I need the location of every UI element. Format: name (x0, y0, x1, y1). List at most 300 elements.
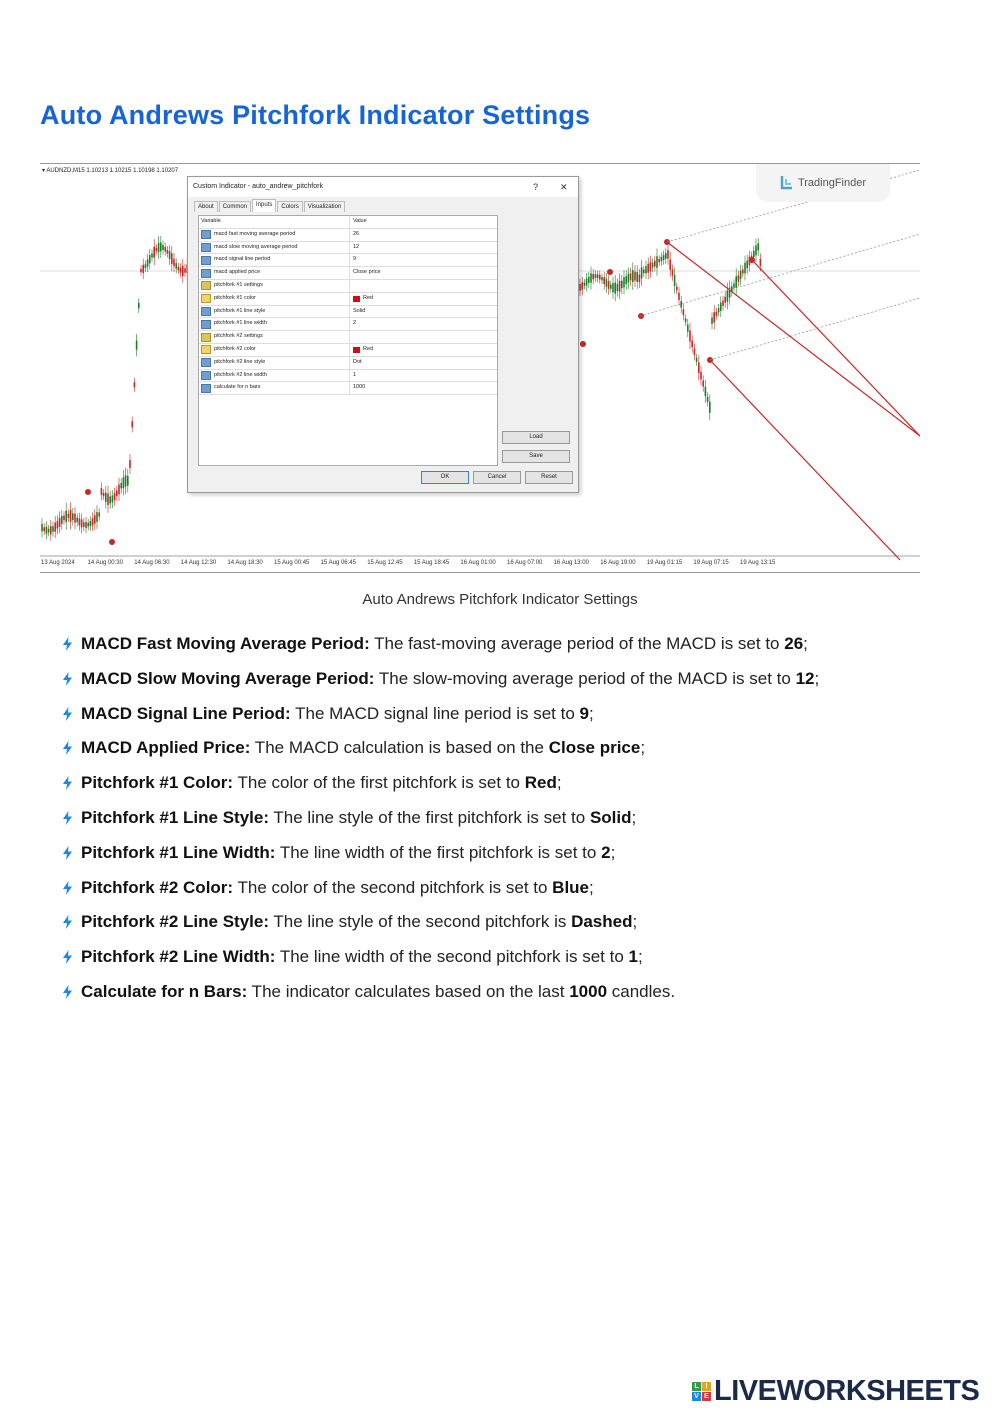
candle (68, 514, 70, 518)
lightning-bolt-icon (62, 637, 73, 651)
setting-val: Blue (552, 877, 590, 897)
number-type-icon (201, 384, 211, 393)
input-value[interactable] (350, 267, 497, 279)
input-row[interactable] (199, 280, 497, 293)
candle (96, 512, 98, 522)
candle (753, 251, 755, 257)
pitchfork-2-line (710, 298, 920, 360)
candle (92, 518, 94, 525)
input-value[interactable] (350, 331, 497, 343)
setting-pre: The indicator calculates based on the last (247, 981, 570, 1001)
candle (162, 245, 164, 250)
lightning-bolt-icon (62, 672, 73, 686)
tab-colors[interactable]: Colors (277, 201, 302, 212)
candle (757, 243, 759, 250)
input-variable (199, 267, 350, 279)
setting-item (62, 703, 982, 725)
setting-val: 26 (784, 634, 804, 653)
input-variable-name: macd signal line period (214, 256, 271, 263)
candle (647, 264, 649, 273)
candle (718, 308, 720, 312)
save-button[interactable]: Save (502, 450, 570, 463)
setting-pre: The line width of the second pitchfork is set to (275, 947, 629, 967)
number-type-icon (201, 230, 211, 239)
lightning-bolt-icon (62, 707, 73, 721)
input-variable (199, 357, 350, 369)
candle (85, 522, 87, 528)
candle (167, 250, 169, 254)
swing-point-marker (607, 269, 613, 275)
input-value[interactable] (350, 242, 497, 254)
candle (606, 279, 608, 287)
candle (41, 524, 43, 531)
candle (632, 270, 634, 282)
candle (720, 303, 722, 311)
input-row[interactable] (199, 370, 497, 383)
candle (641, 267, 643, 278)
ok-button[interactable]: OK (421, 471, 469, 484)
input-row[interactable] (199, 254, 497, 267)
setting-label: MACD Fast Moving Average Period: (81, 634, 370, 653)
input-variable (199, 370, 350, 382)
candle (639, 275, 641, 283)
page-title: Auto Andrews Pitchfork Indicator Settings (40, 100, 591, 130)
candle (584, 283, 586, 286)
candle (129, 460, 131, 468)
input-value-text: 26 (353, 230, 360, 237)
candle (603, 277, 605, 284)
setting-label: MACD Slow Moving Average Period: (81, 668, 375, 688)
lightning-bolt-icon (62, 950, 73, 964)
custom-indicator-dialog (187, 176, 579, 493)
candle (131, 421, 133, 427)
candle (628, 274, 630, 283)
setting-item (62, 842, 982, 864)
candle (54, 523, 56, 532)
candle (118, 485, 120, 495)
tradingfinder-badge (756, 164, 890, 202)
candle (652, 263, 654, 268)
candle (588, 277, 590, 283)
candle (667, 250, 669, 258)
input-variable (199, 242, 350, 254)
lightning-bolt-icon (62, 741, 73, 755)
input-row[interactable] (199, 267, 497, 280)
input-value[interactable] (350, 318, 497, 330)
setting-item (62, 668, 982, 690)
tab-about[interactable]: About (194, 201, 218, 212)
input-value[interactable] (350, 382, 497, 394)
candle (586, 279, 588, 286)
liveworksheets-logo-icon (692, 1382, 711, 1401)
color-type-icon (201, 345, 211, 354)
input-row[interactable] (199, 357, 497, 370)
tab-common[interactable]: Common (219, 201, 251, 212)
setting-post: ; (589, 877, 594, 897)
candle (698, 362, 700, 373)
candle (590, 273, 592, 282)
setting-val: 1 (628, 947, 638, 967)
candle (733, 284, 735, 288)
input-variable (199, 331, 350, 343)
candle (661, 257, 663, 262)
candle (760, 259, 762, 266)
setting-post: ; (632, 912, 638, 932)
reset-button[interactable]: Reset (525, 471, 573, 484)
candle (109, 496, 111, 503)
candle (694, 349, 696, 356)
candle (147, 259, 149, 266)
input-value[interactable] (350, 344, 497, 356)
candle (612, 283, 614, 292)
candle (175, 263, 177, 269)
setting-pre: The fast-moving average period of the MACD is set to (369, 634, 785, 653)
input-row[interactable] (199, 344, 497, 357)
input-variable-name: pitchfork #1 settings (214, 281, 263, 288)
setting-post: ; (638, 947, 643, 967)
liveworksheets-logo-text: LIVEWORKSHEETS (714, 1375, 980, 1407)
setting-item (62, 633, 982, 655)
grid-header (199, 216, 497, 229)
candle (43, 527, 45, 531)
tradingfinder-logo-icon (780, 175, 794, 191)
input-row[interactable] (199, 242, 497, 255)
setting-val: Dashed (571, 912, 633, 932)
load-button[interactable]: Load (502, 431, 570, 444)
time-axis-label: 19 Aug 07:15 (693, 560, 729, 566)
candle (70, 510, 72, 522)
candle (63, 516, 65, 521)
input-row[interactable] (199, 293, 497, 306)
candle (755, 246, 757, 256)
input-value-text: Close price (353, 269, 381, 276)
swing-point-marker (580, 341, 586, 347)
column-variable: Variable (199, 216, 350, 228)
candle (57, 521, 59, 528)
input-row[interactable] (199, 306, 497, 319)
input-variable-name: macd slow moving average period (214, 243, 298, 250)
setting-label: Pitchfork #2 Line Width: (81, 947, 276, 967)
pitchfork-1-line (752, 260, 920, 436)
candle (608, 281, 610, 289)
setting-pre: The MACD calculation is based on the (250, 738, 549, 758)
input-value-text: Red (363, 345, 374, 352)
input-variable (199, 254, 350, 266)
liveworksheets-logo (692, 1375, 979, 1408)
candle (654, 261, 656, 267)
logo-letter: L (692, 1382, 701, 1391)
input-value[interactable] (350, 293, 497, 305)
cancel-button[interactable]: Cancel (473, 471, 521, 484)
figure-caption: Auto Andrews Pitchfork Indicator Settings (362, 591, 638, 608)
time-axis-label: 16 Aug 19:00 (600, 560, 636, 566)
candle (112, 496, 114, 503)
candle (46, 527, 48, 534)
input-variable-name: pitchfork #2 settings (214, 333, 263, 340)
time-axis-label: 16 Aug 01:00 (460, 560, 496, 566)
candle (61, 516, 63, 524)
input-variable-name: pitchfork #2 color (214, 345, 256, 352)
setting-pre: The slow-moving average period of the MACD is set to (374, 668, 796, 688)
candle (83, 522, 85, 526)
setting-label: Calculate for n Bars: (81, 981, 248, 1001)
candle (650, 262, 652, 271)
candle (656, 256, 658, 268)
input-value[interactable] (350, 357, 497, 369)
candle (645, 266, 647, 273)
setting-item (62, 946, 982, 968)
candle (727, 291, 729, 302)
input-variable (199, 382, 350, 394)
candle (125, 475, 127, 486)
candle (65, 511, 67, 522)
setting-post: candles. (607, 981, 676, 1001)
candle (182, 266, 184, 276)
setting-post: ; (556, 773, 562, 793)
setting-item (62, 772, 982, 794)
candle (140, 269, 142, 272)
candle (178, 267, 180, 271)
setting-pre: The line style of the second pitchfork is (269, 912, 572, 932)
lightning-bolt-icon (62, 985, 73, 999)
input-row[interactable] (199, 331, 497, 344)
setting-post: ; (631, 807, 637, 827)
setting-pre: The line style of the first pitchfork is set to (269, 807, 590, 827)
candle (76, 518, 78, 523)
input-value-text: 2 (353, 320, 357, 327)
candle (116, 491, 118, 496)
input-value[interactable] (350, 254, 497, 266)
candle (158, 243, 160, 252)
candle (120, 483, 122, 488)
dialog-title: Custom Indicator - auto_andrew_pitchfork (193, 183, 323, 190)
number-type-icon (201, 371, 211, 380)
setting-item (62, 911, 982, 933)
tab-visualization[interactable]: Visualization (304, 201, 346, 212)
time-axis-label: 14 Aug 00:30 (87, 560, 123, 566)
input-variable-name: pitchfork #2 line style (214, 358, 266, 365)
setting-post: ; (588, 703, 594, 723)
input-variable-name: calculate for n bars (214, 384, 261, 391)
candle (742, 269, 744, 273)
candle (134, 382, 136, 387)
candle (680, 301, 682, 308)
setting-label: MACD Applied Price: (81, 738, 251, 758)
candle (669, 259, 671, 269)
candle (114, 493, 116, 500)
candle (687, 325, 689, 332)
candle (614, 282, 616, 293)
candle (151, 253, 153, 257)
candle (709, 402, 711, 413)
candle (643, 270, 645, 273)
input-value-text: Dot (353, 358, 362, 365)
input-variable (199, 229, 350, 241)
time-axis-label: 13 Aug 2024 (41, 560, 75, 566)
candle (621, 281, 623, 288)
candle (707, 397, 709, 402)
candle (579, 284, 581, 291)
candle (164, 247, 166, 252)
setting-val: 12 (795, 668, 815, 688)
candle (98, 512, 100, 516)
candle (623, 277, 625, 287)
candle (581, 282, 583, 289)
candle (735, 276, 737, 288)
swing-point-marker (85, 489, 91, 495)
number-type-icon (201, 320, 211, 329)
candle (595, 274, 597, 278)
chart-symbol-header: ▾ AUDNZD,M15 1.10213 1.10215 1.10198 1.10207 (42, 168, 179, 174)
input-variable-name: pitchfork #1 line width (214, 320, 267, 327)
inputs-grid (198, 215, 498, 466)
setting-val: 9 (579, 703, 589, 723)
lightning-bolt-icon (62, 881, 73, 895)
candle (160, 243, 162, 252)
candle (744, 263, 746, 273)
candle (599, 275, 601, 280)
candle (740, 271, 742, 279)
tradingfinder-brand: TradingFinder (797, 177, 867, 189)
candle (702, 380, 704, 386)
candle (138, 303, 140, 308)
input-value[interactable] (350, 306, 497, 318)
logo-letter: E (702, 1392, 711, 1401)
candle (610, 285, 612, 289)
input-value-text: 9 (353, 256, 357, 263)
candle (123, 477, 125, 488)
string-type-icon (201, 333, 211, 342)
candle (658, 259, 660, 262)
help-button[interactable]: ? (533, 182, 539, 192)
close-icon[interactable]: ✕ (560, 182, 568, 192)
time-axis-label: 15 Aug 18:45 (413, 560, 450, 566)
dialog-titlebar (188, 177, 578, 197)
input-variable-name: pitchfork #1 line style (214, 307, 266, 314)
input-variable (199, 318, 350, 330)
input-value[interactable] (350, 370, 497, 382)
input-value-text: 1000 (353, 384, 366, 391)
candle (663, 255, 665, 260)
color-swatch (353, 347, 360, 353)
input-variable (199, 293, 350, 305)
candle (145, 264, 147, 268)
candle (101, 488, 103, 495)
logo-letter: I (702, 1382, 711, 1391)
candle (722, 300, 724, 305)
candle (630, 273, 632, 280)
string-type-icon (201, 281, 211, 290)
time-axis-label: 14 Aug 18:30 (227, 560, 263, 566)
lightning-bolt-icon (62, 915, 73, 929)
lightning-bolt-icon (62, 811, 73, 825)
candle (665, 253, 667, 259)
column-value: Value (353, 218, 367, 224)
input-value-text: Red (363, 294, 374, 301)
candle (173, 259, 175, 266)
input-variable (199, 344, 350, 356)
setting-val: Close price (548, 738, 641, 758)
input-variable-name: pitchfork #1 color (214, 294, 256, 301)
setting-item (62, 877, 982, 899)
candle (746, 261, 748, 269)
setting-label: Pitchfork #2 Line Style: (81, 912, 269, 932)
candle (678, 293, 680, 300)
pitchfork-1-line (710, 360, 900, 560)
setting-label: Pitchfork #1 Color: (81, 773, 234, 793)
time-axis-label: 19 Aug 01:15 (646, 560, 683, 566)
logo-letter: V (692, 1392, 701, 1401)
input-row[interactable] (199, 382, 497, 395)
dialog-tabs (188, 197, 578, 212)
candle (601, 277, 603, 280)
setting-post: ; (610, 842, 616, 862)
candle (103, 493, 105, 496)
candle (705, 387, 707, 397)
candle (597, 274, 599, 278)
setting-item (62, 807, 982, 829)
candle (90, 521, 92, 526)
candle (81, 519, 83, 527)
candle (184, 268, 186, 272)
input-value-text: Solid (353, 307, 366, 314)
candle (691, 341, 693, 348)
candle (149, 255, 151, 263)
candle (87, 523, 89, 527)
indicator-settings-screenshot (40, 163, 920, 573)
setting-val: 2 (601, 842, 611, 862)
setting-item (62, 981, 982, 1003)
candle (136, 341, 138, 350)
lightning-bolt-icon (62, 776, 73, 790)
time-axis-label: 15 Aug 12:45 (367, 560, 403, 566)
candle (634, 272, 636, 281)
time-axis-label: 14 Aug 12:30 (180, 560, 217, 566)
candle (625, 276, 627, 284)
color-swatch (353, 296, 360, 302)
candle (169, 251, 171, 259)
input-value[interactable] (350, 229, 497, 241)
input-variable-name: pitchfork #2 line width (214, 371, 267, 378)
candle (48, 529, 50, 533)
candle (72, 513, 74, 520)
time-axis-label: 15 Aug 00:45 (274, 560, 310, 566)
candle (142, 265, 144, 273)
candle (153, 247, 155, 258)
setting-val: Solid (589, 807, 632, 827)
setting-pre: The color of the second pitchfork is set to (233, 877, 553, 897)
candle (636, 272, 638, 282)
number-type-icon (201, 256, 211, 265)
input-row[interactable] (199, 229, 497, 242)
candle (50, 526, 52, 534)
candle (52, 526, 54, 532)
candle (716, 312, 718, 316)
tab-inputs[interactable]: Inputs (252, 199, 276, 212)
candle (617, 284, 619, 291)
input-row[interactable] (199, 318, 497, 331)
input-variable (199, 306, 350, 318)
time-axis-label: 16 Aug 13:00 (553, 560, 589, 566)
setting-label: Pitchfork #1 Line Style: (81, 807, 269, 827)
input-value[interactable] (350, 280, 497, 292)
candle (696, 358, 698, 362)
candle (79, 518, 81, 525)
candle (180, 268, 182, 273)
candle (713, 312, 715, 322)
candle (700, 372, 702, 380)
time-axis-label: 15 Aug 06:45 (320, 560, 356, 566)
